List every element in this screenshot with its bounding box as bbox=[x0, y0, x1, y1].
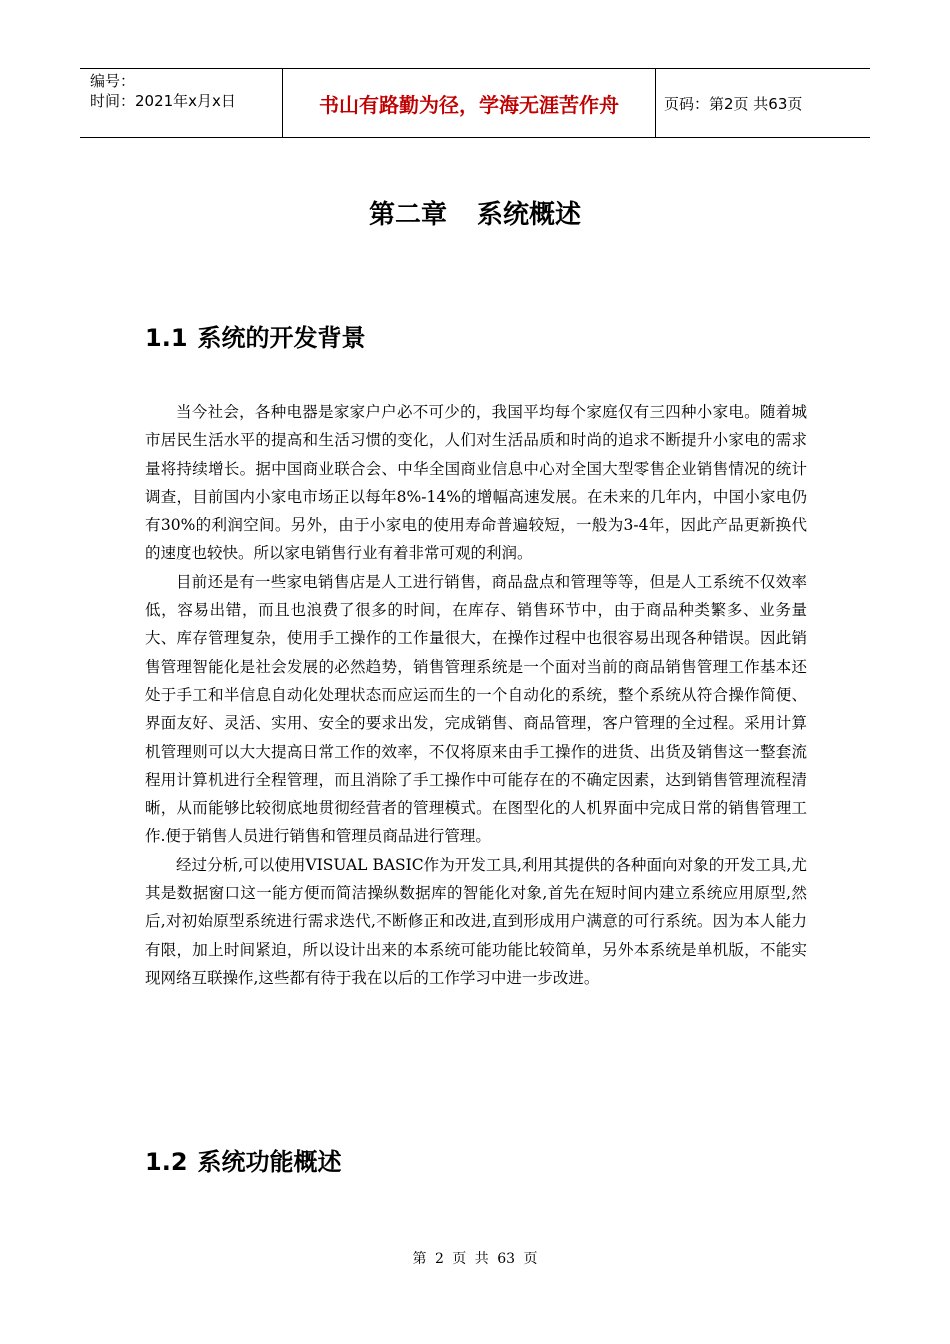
page-header bbox=[80, 68, 870, 138]
section-number: 1.2 bbox=[145, 1148, 188, 1176]
section-title: 系统的开发背景 bbox=[197, 324, 366, 352]
section-number: 1.1 bbox=[145, 324, 188, 352]
section-heading-2 bbox=[145, 1142, 342, 1177]
header-page-info: 页码：第2页 共63页 bbox=[664, 94, 803, 113]
paragraph: 目前还是有一些家电销售店是人工进行销售，商品盘点和管理等等，但是人工系统不仅效率低，容易出错，而且也浪费了很多的时间，在库存、销售环节中，由于商品种类繁多、业务量大、库存管理复杂，使用手工操作的工作量很大，在操作过程中也很容易出现各种错误。因此销售管理智能化是社会发展的必然趋势，销售管理系统是一个面对当前的商品销售管理工作基本还处于手工和半信息自动化处理状态而应运而生的一个自动化的系统，整个系统从符合操作简便、界面友好、灵活、实用、安全的要求出发，完成销售、商品管理，客户管理的全过程。采用计算机管理则可以大大提高日常工作的效率，不仅将原来由手工操作的进货、出货及销售这一整套流程用计算机进行全程管理，而且消除了手工操作中可能存在的不确定因素，达到销售管理流程清晰，从而能够比较彻底地贯彻经营者的管理模式。在图型化的人机界面中完成日常的销售管理工作.便于销售人员进行销售和管理员商品进行管理。 bbox=[145, 572, 807, 846]
page-footer: 第 2 页 共 63 页 bbox=[412, 1251, 538, 1267]
header-motto: 书山有路勤为径，学海无涯苦作舟 bbox=[282, 69, 656, 137]
paragraph: 经过分析,可以使用VISUAL BASIC作为开发工具,利用其提供的各种面向对象的开发工具,尤其是数据窗口这一能方便而简洁操纵数据库的智能化对象,首先在短时间内建立系统应用原型,然后,对初始原型系统进行需求迭代,不断修正和改进,直到形成用户满意的可行系统。因为本人能力有限，加上时间紧迫，所以设计出来的本系统可能功能比较简单，另外本系统是单机版，不能实现网络互联操作,这些都有待于我在以后的工作学习中进一步改进。 bbox=[145, 855, 807, 987]
paragraph: 当今社会，各种电器是家家户户必不可少的，我国平均每个家庭仅有三四种小家电。随着城市居民生活水平的提高和生活习惯的变化，人们对生活品质和时尚的追求不断提升小家电的需求量将持续增长。据中国商业联合会、中华全国商业信息中心对全国大型零售企业销售情况的统计调查，目前国内小家电市场正以每年8%-14%的增幅高速发展。在未来的几年内，中国小家电仍有30%的利润空间。另外，由于小家电的使用寿命普遍较短，一般为3-4年，因此产品更新换代的速度也较快。所以家电销售行业有着非常可观的利润。 bbox=[145, 403, 807, 563]
document-time-label: 时间：2021年x月x日 bbox=[90, 92, 236, 110]
header-meta bbox=[80, 69, 282, 137]
section-heading-1 bbox=[145, 318, 366, 353]
document-number-label: 编号： bbox=[90, 72, 136, 90]
section-title: 系统功能概述 bbox=[197, 1148, 342, 1176]
section-body bbox=[145, 398, 807, 992]
chapter-heading bbox=[0, 194, 950, 231]
chapter-title: 系统概述 bbox=[477, 200, 582, 230]
chapter-number: 第二章 bbox=[368, 200, 447, 230]
